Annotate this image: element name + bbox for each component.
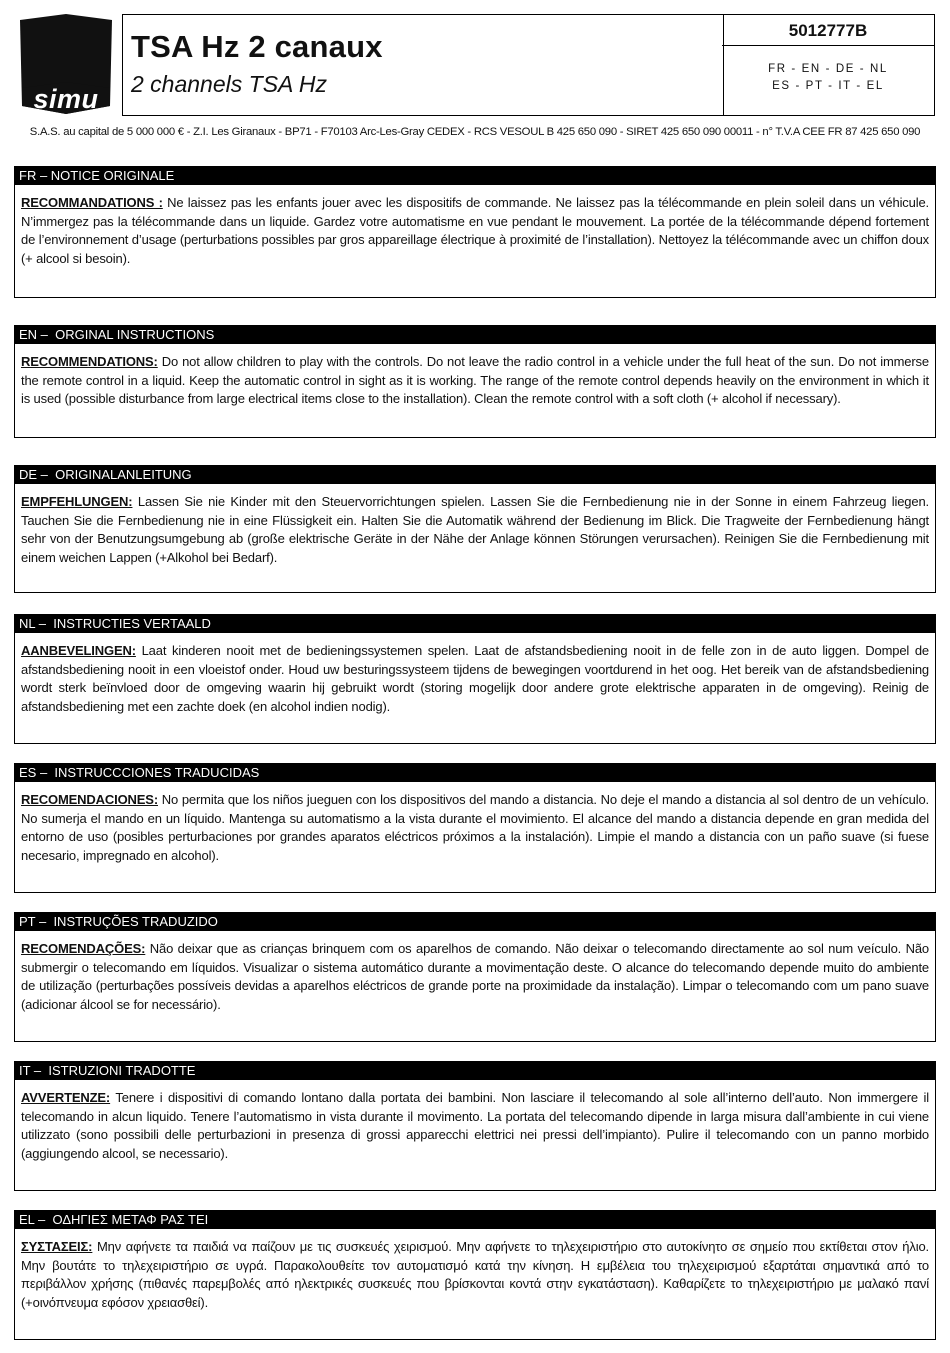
section-body xyxy=(15,633,935,717)
section-text: Lassen Sie nie Kinder mit den Steuervorrichtungen spielen. Lassen Sie die Fernbedienung nie in der Sonne in einem Fahrzeug liegen. Tauchen Sie die Fernbedienung nie in eine Flüssigkeit ein. Halten Sie die Automatik während der Bedienung im Blick. Die Tragweite der Fernbedienung hängt sehr von der Benutzungsumgebung ab (große elektrische Geräte in der Nähe der Anlage können Störungen verursachen). Reinigen Sie die Fernbedienung mit einem weichen Lappen (+Alkohol bei Bedarf). xyxy=(21,494,929,566)
section-title: PT – INSTRUÇÕES TRADUZIDO xyxy=(15,913,935,931)
section-body xyxy=(15,1080,935,1164)
company-info: S.A.S. au capital de 5 000 000 € - Z.I. Les Giranaux - BP71 - F70103 Arc-Les-Gray CEDEX - RCS VESOUL B 425 650 090 - SIRET 425 650 090 00011 - n° T.V.A CEE FR 87 425 650 090 xyxy=(29,126,921,138)
section-title: IT – ISTRUZIONI TRADOTTE xyxy=(15,1062,935,1080)
section-text: Laat kinderen nooit met de bedieningssystemen spelen. Laat de afstandsbediening nooit in de felle zon in de auto liggen. Dompel de afstandsbediening nooit in een vloeistof onder. Houd uw besturingssysteem tijdens de bewegingen voortdurend in het oog. Het bereik van de afstandsbediening wordt sterk beïnvloed door de omgeving waarin hij gebruikt wordt (storing mogelijk door andere grote elektrische apparaten in de omgeving). Reinig de afstandsbediening met een zachte doek (en alcohol indien nodig). xyxy=(21,643,929,715)
section-text: Não deixar que as crianças brinquem com os aparelhos de comando. Não deixar o telecomando directamente ao sol num veículo. Não submergir o telecomando em líquidos. Visualizar o sistema automático durante a movimentação deste. O alcance do telecomando depende muito do ambiente de utilização (perturbações possíveis devidas a aparelhos eléctricos de grande porte na proximidade da instalação). Limpar o telecomando com um pano suave (adicionar álcool se for necessário). xyxy=(21,941,929,1013)
section-body xyxy=(15,484,935,568)
title-box xyxy=(122,14,724,116)
section-keyword: RECOMENDACIONES: xyxy=(21,792,158,807)
language-list-line-2: ES - PT - IT - EL xyxy=(772,80,884,92)
section-text: Do not allow children to play with the controls. Do not leave the radio control in a vehicle under the full heat of the sun. Do not immerse the remote control in a liquid. Keep the automatic control in sight as it is working. The range of the remote control depends heavily on the environment in which it is used (possible disturbance from large electrical items close to the installation). Clean the remote control with a soft cloth (+ alcohol if necessary). xyxy=(21,354,929,407)
document-header xyxy=(14,14,936,116)
reference-box xyxy=(722,14,935,116)
language-section xyxy=(14,465,936,593)
language-section xyxy=(14,912,936,1042)
section-title: EN – ORGINAL INSTRUCTIONS xyxy=(15,326,935,344)
section-keyword: RECOMMANDATIONS : xyxy=(21,195,163,210)
section-title: DE – ORIGINALANLEITUNG xyxy=(15,466,935,484)
section-keyword: ΣΥΣΤΑΣΕΙΣ: xyxy=(21,1239,93,1254)
language-section xyxy=(14,166,936,298)
document-title: TSA Hz 2 canaux xyxy=(131,29,383,64)
section-body xyxy=(15,185,935,269)
document-subtitle: 2 channels TSA Hz xyxy=(131,71,328,97)
section-body xyxy=(15,782,935,866)
language-section xyxy=(14,614,936,744)
reference-code: 5012777B xyxy=(722,15,934,46)
section-title: ES – INSTRUCCCIONES TRADUCIDAS xyxy=(15,764,935,782)
section-text: Tenere i dispositivi di comando lontano dalla portata dei bambini. Non lasciare il telecomando al sole all’interno dell’auto. Non immergere il telecomando in alcun liquido. Tenere l’automatismo in vista durante il movimento. La portata del telecomando dipende in larga misura dall’ambiente in cui viene utilizzato (sono possibili delle perturbazioni in presenza di grossi apparecchi elettrici nei pressi dell’impianto). Pulire il telecomando con un panno morbido (aggiungendo alcool, se necessario). xyxy=(21,1090,929,1162)
logo-text: simu xyxy=(33,84,99,114)
section-title: EL – ΟΔΗΓΙΕΣ ΜΕΤΑΦ ΡΑΣ ΤΕΙ xyxy=(15,1211,935,1229)
simu-logo-icon xyxy=(14,14,118,116)
section-title: NL – INSTRUCTIES VERTAALD xyxy=(15,615,935,633)
section-body xyxy=(15,344,935,409)
language-section xyxy=(14,763,936,893)
language-list xyxy=(722,61,934,95)
section-keyword: AANBEVELINGEN: xyxy=(21,643,136,658)
language-section xyxy=(14,1210,936,1340)
section-keyword: AVVERTENZE: xyxy=(21,1090,111,1105)
language-list-line-1: FR - EN - DE - NL xyxy=(768,63,888,75)
section-body xyxy=(15,1229,935,1313)
section-text: Μην αφήνετε τα παιδιά να παίζουν με τις συσκευές χειρισμού. Μην αφήνετε το τηλεχειριστήριο στο αυτοκίνητο σε σημείο που εκτίθεται στον ήλιο. Μην βουτάτε το τηλεχειριστήριο σε υγρά. Παρακολουθείτε τον αυτοματισμό κατά την κίνηση. Η εμβέλεια του τηλεχειρισμού εξαρτάται σημαντικά από το περιβάλλον χρήσης (πιθανές παρεμβολές από ηλεκτρικές συσκευές που βρίσκονται κοντά στην εγκατάσταση). Καθαρίζετε το τηλεχειριστήριο με μαλακό πανί (+οινόπνευμα εφόσον χρειασθεί). xyxy=(21,1239,929,1311)
section-keyword: EMPFEHLUNGEN: xyxy=(21,494,133,509)
section-text: No permita que los niños jueguen con los dispositivos del mando a distancia. No deje el mando a distancia al sol dentro de un vehículo. No sumerja el mando en un líquido. Mantenga su automatismo a la vista durante el movimiento. El alcance del mando a distancia depende en gran medida del entorno de uso (posibles perturbaciones por grandes aparatos eléctricos próximos a la instalación). Limpie el mando a distancia con un paño suave (si fuese necesario, impregnado en alcohol). xyxy=(21,792,929,864)
simu-logo xyxy=(14,14,118,116)
language-section xyxy=(14,325,936,438)
section-body xyxy=(15,931,935,1015)
section-title: FR – NOTICE ORIGINALE xyxy=(15,167,935,185)
section-text: Ne laissez pas les enfants jouer avec les dispositifs de commande. Ne laissez pas la télécommande en plein soleil dans un véhicule. N’immergez pas la télécommande dans un liquide. Gardez votre automatisme en vue pendant le mouvement. La portée de la télécommande dépend fortement de l’environnement d’usage (perturbations possibles par gros appareillage électrique à proximité de l’installation). Nettoyez la télécommande avec un chiffon doux (+ alcool si besoin). xyxy=(21,195,930,267)
language-section xyxy=(14,1061,936,1191)
section-keyword: RECOMENDAÇÕES: xyxy=(21,941,146,956)
section-keyword: RECOMMENDATIONS: xyxy=(21,354,158,369)
